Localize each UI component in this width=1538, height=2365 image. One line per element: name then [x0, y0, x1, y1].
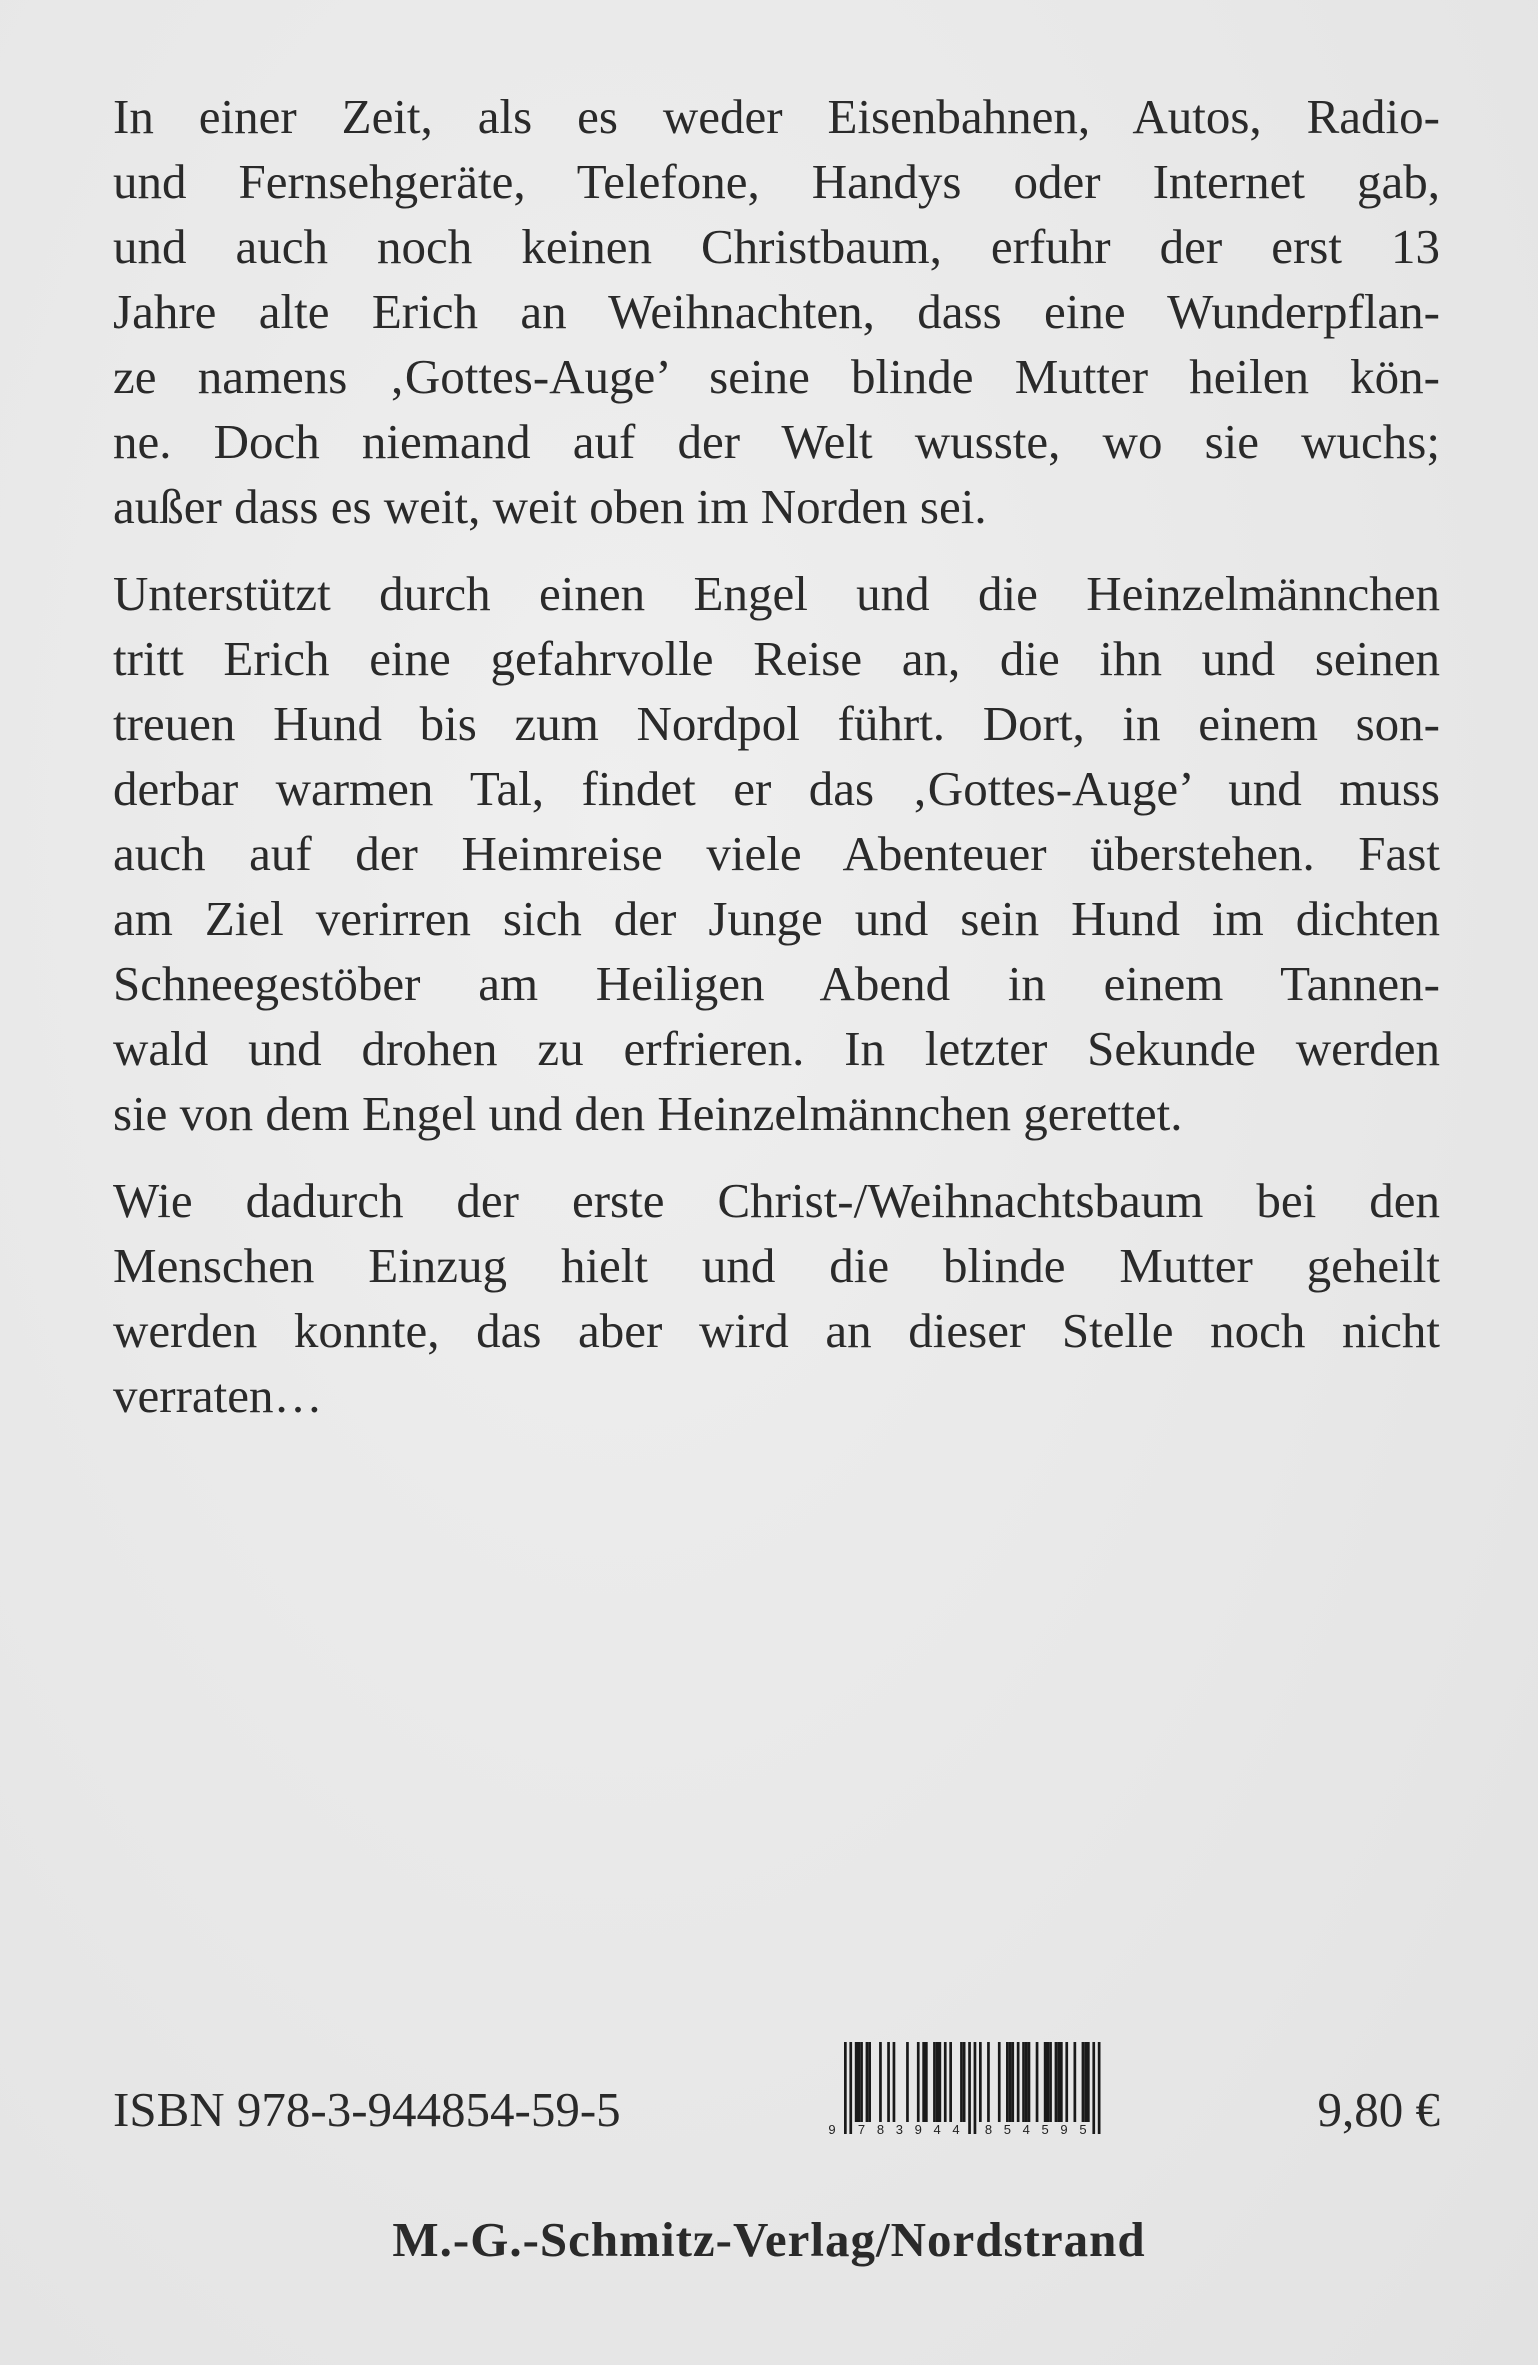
blurb-line: außer dass es weit, weit oben im Norden sei.: [113, 479, 987, 534]
barcode-bar: [1074, 2042, 1077, 2122]
barcode-bar: [933, 2042, 936, 2122]
barcode-bar: [855, 2042, 858, 2122]
blurb-line: Unterstützt durch einen Engel und die Heinzelmännchen: [113, 566, 1440, 621]
blurb-line: werden konnte, das aber wird an dieser Stelle noch nicht: [113, 1303, 1440, 1358]
publisher-name: M.-G.-Schmitz-Verlag/Nordstrand: [392, 2212, 1146, 2267]
barcode-bar: [936, 2042, 939, 2122]
blurb-line: Jahre alte Erich an Weihnachten, dass eine Wunderpflan-: [113, 284, 1440, 339]
barcode-digit: 9: [914, 2122, 922, 2136]
barcode-bar: [866, 2042, 869, 2122]
blurb-line: derbar warmen Tal, findet er das ‚Gottes-Auge’ und muss: [113, 761, 1440, 816]
barcode-bar: [879, 2042, 882, 2122]
barcode-bar: [1049, 2042, 1052, 2122]
barcode-bar: [868, 2042, 871, 2122]
blurb-line: Wie dadurch der erste Christ-/Weihnachtsbaum bei den: [113, 1173, 1440, 1228]
price: 9,80 €: [1317, 2082, 1440, 2137]
barcode-bar: [968, 2042, 971, 2134]
barcode-bar: [949, 2042, 952, 2122]
barcode-bar: [1028, 2042, 1031, 2122]
barcode-bar: [860, 2042, 863, 2122]
barcode-bar: [1082, 2042, 1085, 2122]
barcode-digit: 4: [952, 2122, 960, 2136]
blurb-line: auch auf der Heimreise viele Abenteuer überstehen. Fast: [113, 826, 1440, 881]
barcode-digit: 5: [1003, 2122, 1011, 2136]
barcode-bar: [1084, 2042, 1087, 2122]
barcode-digit: 4: [933, 2122, 941, 2136]
barcode-digit: 3: [895, 2122, 903, 2136]
barcode-bar: [887, 2042, 890, 2122]
barcode-bar: [1022, 2042, 1025, 2122]
barcode-digit: 5: [1079, 2122, 1087, 2136]
barcode-digit: 4: [1022, 2122, 1030, 2136]
blurb-line: tritt Erich eine gefahrvolle Reise an, die ihn und seinen: [113, 631, 1440, 686]
blurb-line: In einer Zeit, als es weder Eisenbahnen, Autos, Radio-: [113, 89, 1440, 144]
barcode-bar: [963, 2042, 966, 2122]
blurb-line: und Fernsehgeräte, Telefone, Handys oder Internet gab,: [113, 154, 1440, 209]
barcode-bar: [939, 2042, 942, 2122]
isbn-number: ISBN 978-3-944854-59-5: [113, 2082, 621, 2137]
barcode-bar: [844, 2042, 847, 2134]
barcode-bar: [1087, 2042, 1090, 2122]
barcode-bar: [1006, 2042, 1009, 2122]
barcode-bar: [1044, 2042, 1047, 2122]
barcode-digit: 5: [1041, 2122, 1049, 2136]
barcode-bar: [1036, 2042, 1039, 2122]
blurb-paragraph-1: [113, 84, 1440, 539]
barcode-bar: [925, 2042, 928, 2122]
blurb-line: am Ziel verirren sich der Junge und sein Hund im dichten: [113, 891, 1440, 946]
isbn-row: [113, 2040, 1440, 2150]
barcode-graphic: [808, 2040, 1283, 2136]
blurb-paragraph-3: [113, 1168, 1440, 1428]
blurb-line: ze namens ‚Gottes-Auge’ seine blinde Mutter heilen kön-: [113, 349, 1440, 404]
barcode-bar: [987, 2042, 990, 2122]
barcode-bar: [1011, 2042, 1014, 2122]
barcode-bar: [917, 2042, 920, 2122]
barcode-bar: [979, 2042, 982, 2122]
blurb-line: Schneegestöber am Heiligen Abend in einem Tannen-: [113, 956, 1440, 1011]
blurb-line: sie von dem Engel und den Heinzelmännchen gerettet.: [113, 1086, 1183, 1141]
barcode-digit: 7: [857, 2122, 866, 2136]
barcode-digit: 9: [828, 2122, 836, 2136]
barcode-bar: [1060, 2042, 1063, 2122]
blurb-line: ne. Doch niemand auf der Welt wusste, wo sie wuchs;: [113, 414, 1440, 469]
barcode-bar: [1057, 2042, 1060, 2122]
blurb-line: Menschen Einzug hielt und die blinde Mutter geheilt: [113, 1238, 1440, 1293]
blurb-line: verraten…: [113, 1368, 323, 1423]
barcode-bar: [1055, 2042, 1058, 2122]
barcode-bar: [858, 2042, 861, 2122]
barcode-bar: [1047, 2042, 1050, 2122]
barcode-bar: [960, 2042, 963, 2122]
barcode: [808, 2040, 1283, 2136]
barcode-bar: [906, 2042, 909, 2122]
barcode-bar: [998, 2042, 1001, 2122]
barcode-digit: 9: [1060, 2122, 1068, 2136]
blurb-text: [113, 84, 1440, 1450]
barcode-bar: [1092, 2042, 1095, 2134]
barcode-bar: [1009, 2042, 1012, 2122]
barcode-digit: 8: [984, 2122, 993, 2136]
barcode-digit: 8: [876, 2122, 885, 2136]
barcode-bar: [944, 2042, 947, 2122]
barcode-bar: [1025, 2042, 1028, 2122]
blurb-line: wald und drohen zu erfrieren. In letzter Sekunde werden: [113, 1021, 1440, 1076]
barcode-bar: [893, 2042, 896, 2122]
barcode-bar: [1065, 2042, 1068, 2122]
barcode-bar: [1098, 2042, 1101, 2134]
barcode-bar: [849, 2042, 852, 2134]
blurb-line: treuen Hund bis zum Nordpol führt. Dort, in einem son-: [113, 696, 1440, 751]
blurb-paragraph-2: [113, 561, 1440, 1146]
blurb-line: und auch noch keinen Christbaum, erfuhr der erst 13: [113, 219, 1440, 274]
barcode-bar: [922, 2042, 925, 2122]
barcode-bar: [1017, 2042, 1020, 2122]
barcode-bar: [974, 2042, 977, 2134]
